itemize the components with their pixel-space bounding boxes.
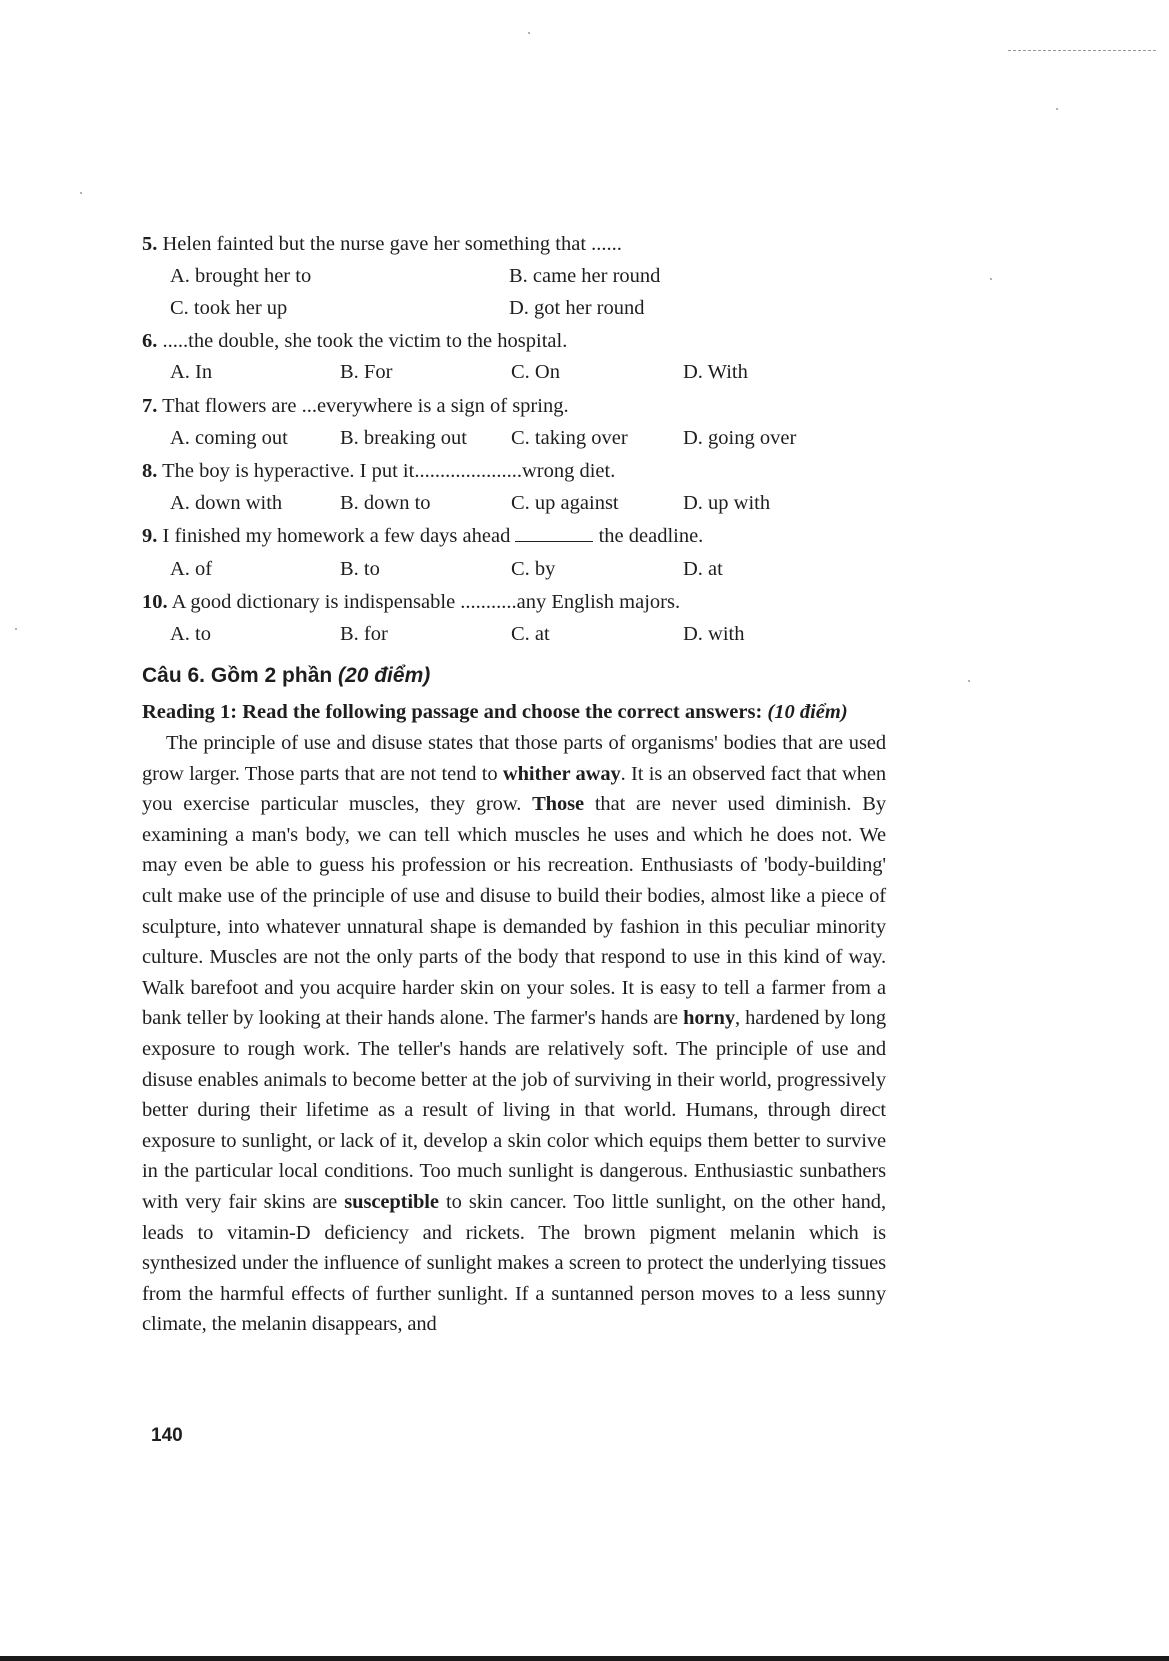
reading-instruction: Reading 1: Read the following passage and choose the correct answers:	[142, 701, 763, 723]
passage-text: The principle of use and disuse states that those parts of organisms' bodies that are used grow larger. Those parts that are not tend to	[142, 732, 886, 785]
scan-speck	[528, 32, 530, 34]
question-9	[142, 522, 703, 550]
option-c: C. at	[511, 623, 550, 645]
section-title: Câu 6. Gồm 2 phần	[142, 664, 333, 687]
page-number: 140	[151, 1425, 183, 1446]
option-d: D. got her round	[509, 297, 645, 319]
question-stem: A good dictionary is indispensable ...........any English majors.	[167, 591, 681, 613]
scan-edge	[0, 1656, 1169, 1661]
section-heading	[142, 662, 430, 690]
question-number: 10.	[142, 591, 168, 613]
section-points: (20 điểm)	[338, 664, 431, 687]
option-a: A. of	[170, 558, 213, 580]
question-stem: .....the double, she took the victim to the hospital.	[157, 330, 568, 352]
question-number: 6.	[142, 330, 158, 352]
question-number: 5.	[142, 233, 158, 255]
question-stem: Helen fainted but the nurse gave her something that ......	[157, 233, 622, 255]
question-8	[142, 457, 615, 485]
passage-keyword: susceptible	[344, 1190, 439, 1213]
question-6	[142, 327, 567, 355]
question-10	[142, 588, 680, 616]
question-number: 9.	[142, 525, 158, 547]
passage-text: to skin cancer. Too little sunlight, on the other hand, leads to vitamin-D deficiency and rickets. The brown pigment melanin which is synthesized under the influence of sunlight makes a screen to protect the underlying tissues from the harmful effects of further sunlight. If a suntanned person moves to a less sunny climate, the melanin disappears, and	[142, 1190, 886, 1336]
reading-points: (10 điểm)	[767, 701, 848, 723]
reading-heading	[142, 698, 848, 726]
question-number: 7.	[142, 395, 158, 417]
scan-speck	[1056, 108, 1058, 110]
option-b: B. breaking out	[340, 427, 467, 449]
option-d: D. up with	[683, 492, 771, 514]
option-a: A. to	[170, 623, 211, 645]
passage-text: that are never used diminish. By examining a man's body, we can tell which muscles he uses and which he does not. We may even be able to guess his profession or his recreation. Enthusiasts of 'body-building' cult make use of the principle of use and disuse to build their bodies, almost like a piece of sculpture, into whatever unnatural shape is demanded by fashion in this peculiar minority culture. Muscles are not the only parts of the body that respond to use in this kind of way. Walk barefoot and you acquire harder skin on your soles. It is easy to tell a farmer from a bank teller by looking at their hands alone. The farmer's hands are	[142, 793, 887, 1030]
option-c: C. On	[511, 361, 560, 383]
option-c: C. taking over	[511, 427, 628, 449]
answer-blank	[515, 523, 593, 542]
scan-mark	[1008, 50, 1156, 51]
scan-speck	[80, 192, 82, 194]
option-a: A. coming out	[170, 427, 288, 449]
reading-passage	[142, 728, 886, 1340]
option-b: B. down to	[340, 492, 431, 514]
question-number: 8.	[142, 460, 158, 482]
question-stem: The boy is hyperactive. I put it.....................wrong diet.	[157, 460, 616, 482]
option-b: B. came her round	[509, 265, 661, 287]
option-d: D. with	[683, 623, 745, 645]
option-d: D. at	[683, 558, 723, 580]
option-d: D. going over	[683, 427, 797, 449]
passage-text: . It is an observed fact that when you exercise particular muscles, they grow.	[142, 762, 887, 816]
option-a: A. In	[170, 361, 213, 383]
question-7	[142, 392, 569, 420]
option-c: C. by	[511, 558, 556, 580]
option-b: B. to	[340, 558, 380, 580]
scan-speck	[15, 628, 17, 630]
passage-keyword: Those	[532, 793, 584, 816]
question-stem: I finished my homework a few days ahead	[157, 525, 511, 547]
scan-speck	[990, 278, 992, 280]
scan-speck	[968, 680, 970, 682]
option-a: A. down with	[170, 492, 283, 514]
question-5	[142, 230, 622, 258]
question-stem: That flowers are ...everywhere is a sign of spring.	[157, 395, 569, 417]
option-a: A. brought her to	[170, 265, 312, 287]
passage-text: , hardened by long exposure to rough work. The teller's hands are relatively soft. The principle of use and disuse enables animals to become better at the job of surviving in their world, progressively better during their lifetime as a result of living in that world. Humans, through direct exposure to sunlight, or lack of it, develop a skin color which equips them better to survive in the particular local conditions. Too much sunlight is dangerous. Enthusiastic sunbathers with very fair skins are	[142, 1007, 887, 1213]
question-stem-end: the deadline.	[598, 525, 704, 547]
passage-keyword: horny	[683, 1007, 735, 1030]
option-b: B. for	[340, 623, 388, 645]
option-d: D. With	[683, 361, 748, 383]
option-c: C. up against	[511, 492, 619, 514]
option-c: C. took her up	[170, 297, 288, 319]
option-b: B. For	[340, 361, 393, 383]
passage-keyword: whither away	[502, 762, 621, 785]
